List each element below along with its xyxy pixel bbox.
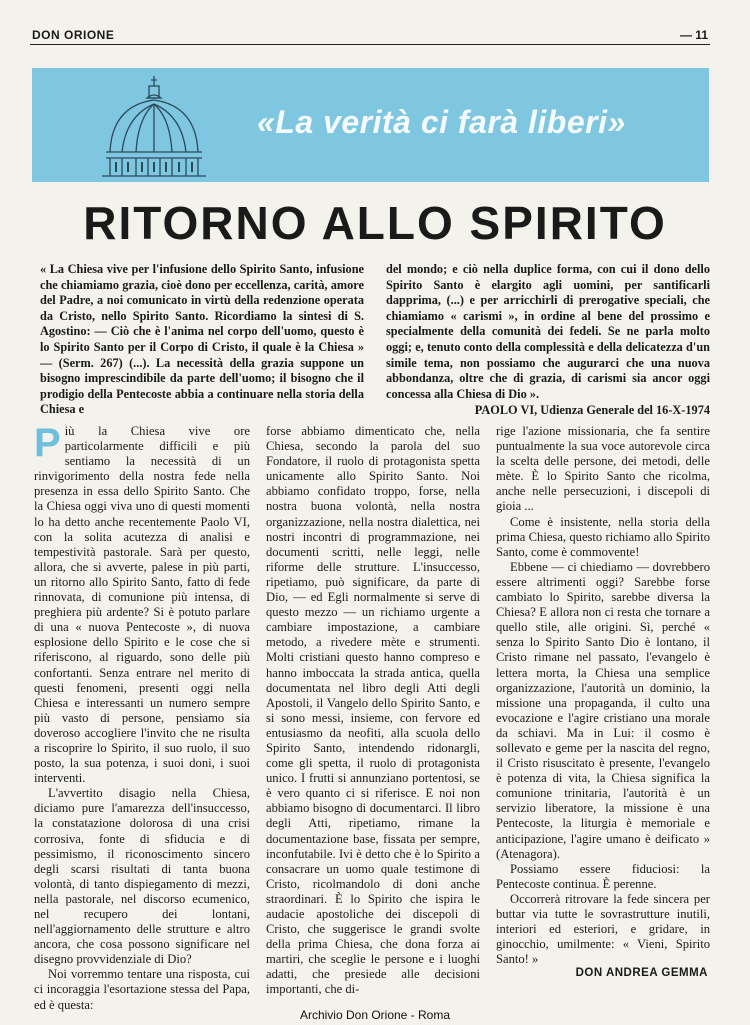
banner-motto: «La verità ci farà liberi»	[257, 104, 626, 140]
body-column-2	[266, 424, 480, 998]
archive-footer: Archivio Don Orione - Roma	[299, 1008, 451, 1022]
body-paragraph: Noi vorremmo tentare una risposta, cui ci incoraggia l'esortazione stessa del Papa, ed è questa:	[34, 967, 250, 1012]
intro-paragraph: del mondo; e ciò nella duplice forma, con cui il dono dello Spirito Santo è elargito agli uomini, per santificarli dapprima, (...) e per arricchirli di prerogative speciali, che chiamiamo « carismi », in ordine al bene del prossimo e specialmente della comunità dei fedeli. Se ne parla molto oggi; e, tenuto conto della complessità e della delicatezza d'un simile tema, non possiamo che augurarci che una nuova abbondanza, oltre che di grazia, di carismi sia ancor oggi concessa alla Chiesa di Dio ».	[386, 262, 710, 401]
body-paragraph: forse abbiamo dimenticato che, nella Chiesa, secondo la parola del suo Fondatore, il ruolo di protagonista spetta unicamente allo Spirito Santo. Noi abbiamo confidato troppo, forse, nella nostra buona volontà, nella nostra organizzazione, nella nostra dialettica, nei nostri incontri di programmazione, nei documenti scritti, nelle leggi, nelle riforme delle strutture. L'insuccesso, ripetiamo, può significare, da parte di Dio, — ed Egli normalmente si serve di questo mezzo — un richiamo urgente a cambiare impostazione, a cambiare metodo, a rivedere mète e strumenti. Molti cristiani questo hanno compreso e hanno imboccata la strada antica, quella documentata nel libro degli Atti degli Apostoli, il Vangelo dello Spirito Santo, e si sono messi, insieme, con fervore ed entusiasmo da neofiti, alla scuola dello Spirito Santo, intendendo ridonargli, come gli spetta, il ruolo di protagonista unico. I frutti si annunziano portentosi, se è vero quanto ci si riferisce. E noi non abbiamo bisogno di documentarci. Il libro degli Atti, ripetiamo, rimane la documentazione base, fissata per sempre, inconfutabile. Ivi è detto che è lo Spirito a consacrare un uomo quale testimone di Cristo, ricolmandolo di doni anche straordinari. È lo Spirito che ispira le audacie apostoliche dei discepoli di Cristo, che suggerisce le grandi svolte della prima Chiesa, che dona forza ai martiri, che sceglie le persone e i luoghi adatti, che presiede alle decisioni importanti, che di-	[266, 424, 480, 997]
drop-cap: P	[34, 421, 61, 465]
body-paragraph: Ebbene — ci chiediamo — dovrebbero essere altrimenti oggi? Sarebbe forse cambiato lo Spirito, sarebbe diversa la Chiesa? E allora non ci resta che tornare a quello stile, alle origini. Sì, perché « senza lo Spirito Santo Dio è lontano, il Cristo rimane nel passato, l'evangelo è lettera morta, la Chiesa una semplice organizzazione, l'autorità un dominio, la missione una propaganda, il culto una evocazione e l'agire cristiano una morale da schiavi. Ma in Lui: il cosmo è sollevato e geme per la nascita del regno, il Cristo risuscitato è presente, l'evangelo è potenza di vita, la Chiesa significa la comunione trinitaria, l'autorità è un servizio liberatore, la missione è una Pentecoste, la liturgia è memoriale e anticipazione, l'agire umano è deificato » (Atenagora).	[496, 559, 710, 861]
article-title: RITORNO ALLO SPIRITO	[83, 197, 667, 249]
intro-quote-left	[40, 262, 364, 418]
intro-quote-right	[386, 262, 710, 419]
magazine-name: DON ORIONE	[32, 28, 115, 42]
body-paragraph: Possiamo essere fiduciosi: la Pentecoste continua. È perenne.	[496, 861, 710, 891]
dome-icon	[92, 72, 222, 180]
body-paragraph: L'avvertito disagio nella Chiesa, diciamo pure l'amarezza dell'insuccesso, la constatazione dolorosa di una crisi corrosiva, fonte di sfiducia e di pessimismo, il riconoscimento sincero degli scarsi risultati di tanta buona volontà, di tanto dispiegamento di mezzi, nella pastorale, nel discorso ecumenico, nel recupero dei lontani, nell'aggiornamento delle strutture e altro ancora, che cosa possono significare nel disegno provvidenziale di Dio?	[34, 786, 250, 967]
body-paragraph: Come è insistente, nella storia della prima Chiesa, questo richiamo allo Spirito Santo, come è commovente!	[496, 514, 710, 559]
author-name: DON ANDREA GEMMA	[575, 967, 708, 979]
body-paragraph: rige l'azione missionaria, che fa sentire puntualmente la sua voce autorevole circa la scelta delle persone, dei metodi, delle mète. È lo Spirito Santo che ricolma, anche nelle persecuzioni, i discepoli di gioia ...	[496, 424, 710, 514]
body-paragraph: Più la Chiesa vive ore particolarmente difficili e più sentiamo la necessità di un rinvigorimento della nostra fede nella presenza in essa dello Spirito Santo. Che la Chiesa oggi viva uno di questi momenti lo ha detto anche recentemente Paolo VI, con la solita acutezza di analisi e tempestività pastorale. Sarà per questo, allora, che si avverte, palese in più parti, un ritorno allo Spirito Santo, fatto di fede rinnovata, di comunione più intensa, di preghiera più ardente? Si è potuto parlare di una « nuova Pentecoste », di nuova esplosione dello Spirito e le cose che si riferiscono, al riguardo, sono delle più confortanti. Senza entrare nel merito di questi fenomeni, presenti oggi nella Chiesa e interessanti un numero sempre più vasto di persone, pensiamo sia doveroso accogliere l'invito che ne risulta a riscoprire lo Spirito, il suo ruolo, il suo posto, la sua potenza, i suoi doni, i suoi interventi.	[34, 421, 250, 786]
page-number: — 11	[679, 28, 708, 42]
body-column-1	[34, 421, 250, 1013]
banner	[32, 68, 709, 182]
body-paragraph: Occorrerà ritrovare la fede sincera per buttar via tutte le sovrastrutture inutili, interiori ed esteriori, e gridare, in ginocchio, umilmente: « Vieni, Spirito Santo! »	[496, 891, 710, 967]
body-column-3	[496, 424, 710, 967]
header-rule	[30, 44, 710, 45]
intro-signature: PAOLO VI, Udienza Generale del 16-X-1974	[474, 403, 710, 418]
intro-paragraph: « La Chiesa vive per l'infusione dello Spirito Santo, infusione che chiamiamo grazia, cioè dono per eccellenza, carità, amore del Padre, a noi comunicato in virtù della redenzione operata da Cristo, nello Spirito Santo. Ricordiamo la sintesi di S. Agostino: — Ciò che è l'anima nel corpo dell'uomo, questo è lo Spirito Santo per il Corpo di Cristo, il quale è la Chiesa » — (Serm. 267) (...). La necessità della grazia suppone un bisogno imprescindibile da parte dell'uomo; il bisogno che il prodigio della Pentecoste abbia a continuare nella storia della Chiesa e	[40, 262, 364, 417]
